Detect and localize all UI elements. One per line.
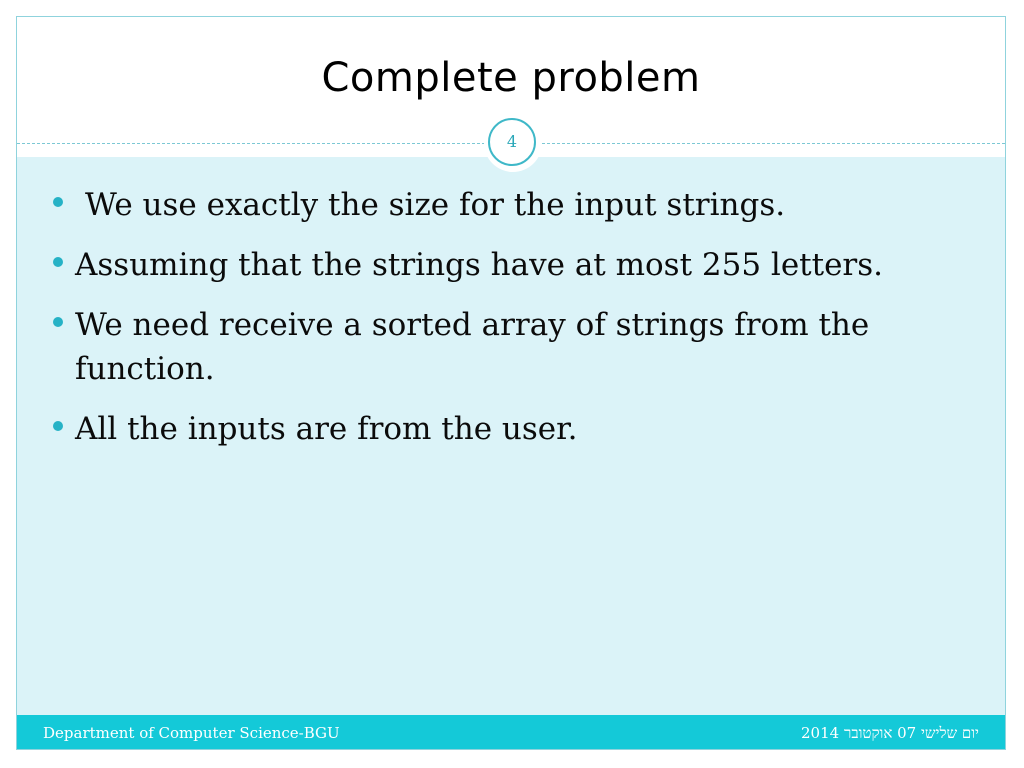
slide-title: Complete problem: [321, 55, 701, 101]
bullet-item: [49, 407, 979, 451]
bullet-dot-icon: [53, 317, 63, 327]
bullet-item: [49, 243, 979, 287]
bullet-text: We use exactly the size for the input strings.: [85, 187, 786, 223]
bullet-text: All the inputs are from the user.: [75, 411, 578, 447]
footer-department: Department of Computer Science-BGU: [43, 724, 340, 742]
bullet-dot-icon: [53, 421, 63, 431]
bullet-dot-icon: [53, 257, 63, 267]
slide-footer: [17, 715, 1005, 749]
slide-frame: [16, 16, 1006, 750]
bullet-item: [49, 183, 979, 227]
bullet-text: Assuming that the strings have at most 255 letters.: [75, 247, 884, 283]
footer-date: יום שלישי 07 אוקטובר 2014: [801, 724, 979, 742]
bullet-list: [49, 183, 979, 467]
slide-number: 4: [488, 118, 536, 166]
bullet-dot-icon: [53, 197, 63, 207]
bullet-text: We need receive a sorted array of strings from the function.: [75, 307, 870, 387]
bullet-item: [49, 303, 979, 391]
